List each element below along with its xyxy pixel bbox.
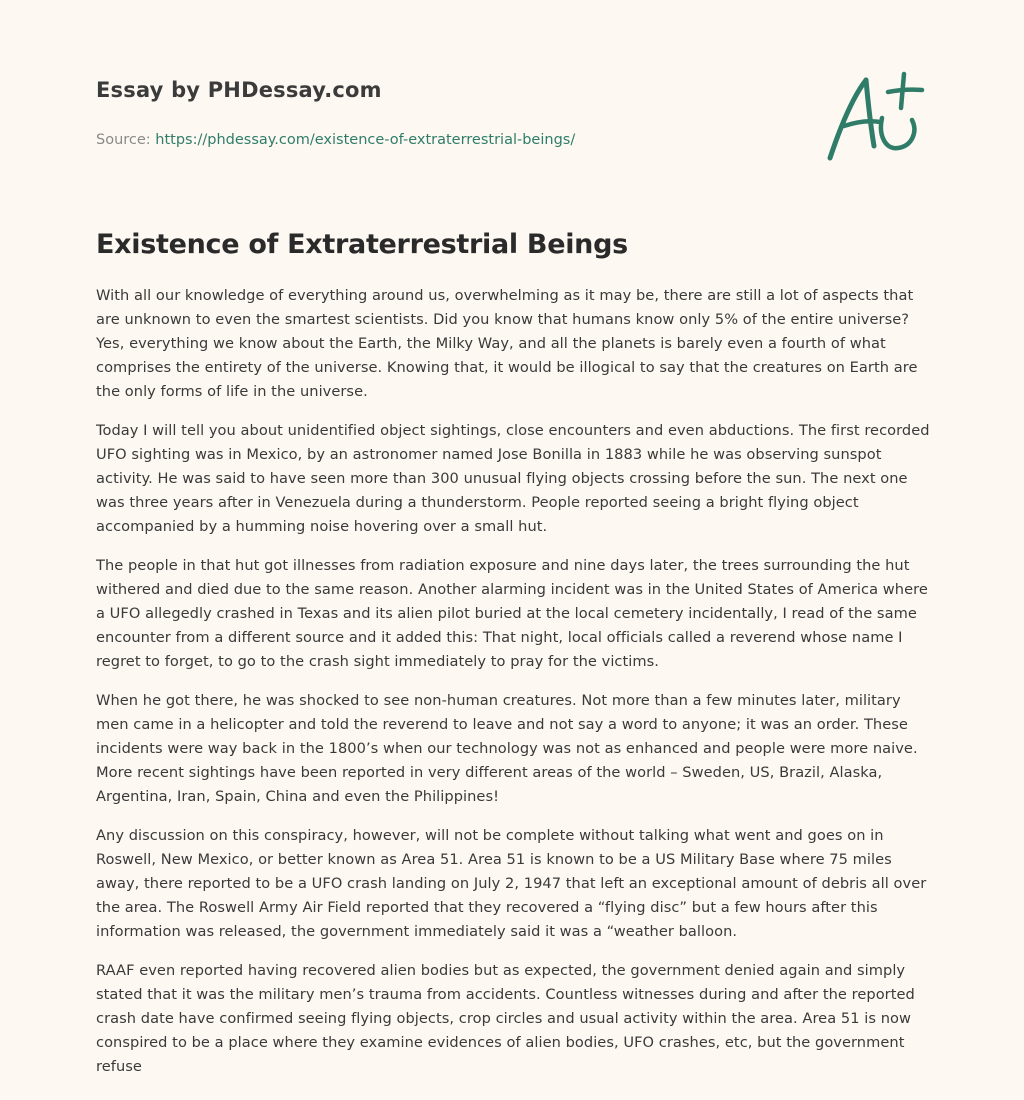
article-paragraph: With all our knowledge of everything around us, overwhelming as it may be, there are still a lot of aspects that are unknown to even the smartest scientists. Did you know that humans know only 5% of the entire universe? Yes, everything we know about the Earth, the Milky Way, and all the planets is barely even a fourth of what comprises the entirety of the universe. Knowing that, it would be illogical to say that the creatures on Earth are the only forms of life in the universe. bbox=[96, 287, 918, 400]
header bbox=[96, 76, 816, 150]
site-brand: Essay by PHDessay.com bbox=[96, 78, 382, 102]
article-paragraph: When he got there, he was shocked to see non-human creatures. Not more than a few minutes later, military men came in a helicopter and told the reverend to leave and not say a word to anyone; it was an order. These incidents were way back in the 1800’s when our technology was not as enhanced and people were more naive. More recent sightings have been reported in very different areas of the world – Sweden, US, Brazil, Alaska, Argentina, Iran, Spain, China and even the Philippines! bbox=[96, 692, 918, 805]
a-plus-logo-icon bbox=[822, 66, 928, 166]
article-paragraph: Any discussion on this conspiracy, however, will not be complete without talking what went and goes on in Roswell, New Mexico, or better known as Area 51. Area 51 is known to be a US Military Base where 75 miles away, there reported to be a UFO crash landing on July 2, 1947 that left an exceptional amount of debris all over the area. The Roswell Army Air Field reported that they recovered a “flying disc” but a few hours after this information was released, the government immediately said it was a “weather balloon. bbox=[96, 827, 927, 940]
article-title: Existence of Extraterrestrial Beings bbox=[96, 229, 628, 260]
source-link[interactable]: https://phdessay.com/existence-of-extraterrestrial-beings/ bbox=[155, 132, 576, 148]
article-paragraph: The people in that hut got illnesses from radiation exposure and nine days later, the trees surrounding the hut withered and died due to the same reason. Another alarming incident was in the United States of America where a UFO allegedly crashed in Texas and its alien pilot buried at the local cemetery incidentally, I read of the same encounter from a different source and it added this: That night, local officials called a reverend whose name I regret to forget, to go to the crash sight immediately to pray for the victims. bbox=[96, 557, 928, 670]
article-body bbox=[96, 284, 932, 1094]
article-paragraph: Today I will tell you about unidentified object sightings, close encounters and even abductions. The first recorded UFO sighting was in Mexico, by an astronomer named Jose Bonilla in 1883 while he was observing sunspot activity. He was said to have seen more than 300 unusual flying objects crossing before the sun. The next one was three years after in Venezuela during a thunderstorm. People reported seeing a bright flying object accompanied by a humming noise hovering over a small hut. bbox=[96, 422, 930, 535]
source-label: Source: bbox=[96, 132, 151, 148]
article-paragraph: RAAF even reported having recovered alien bodies but as expected, the government denied again and simply stated that it was the military men’s trauma from accidents. Countless witnesses during and after the reported crash date have confirmed seeing flying objects, crop circles and usual activity within the area. Area 51 is now conspired to be a place where they examine evidences of alien bodies, UFO crashes, etc, but the government refuse bbox=[96, 962, 915, 1075]
source-line bbox=[96, 130, 816, 150]
